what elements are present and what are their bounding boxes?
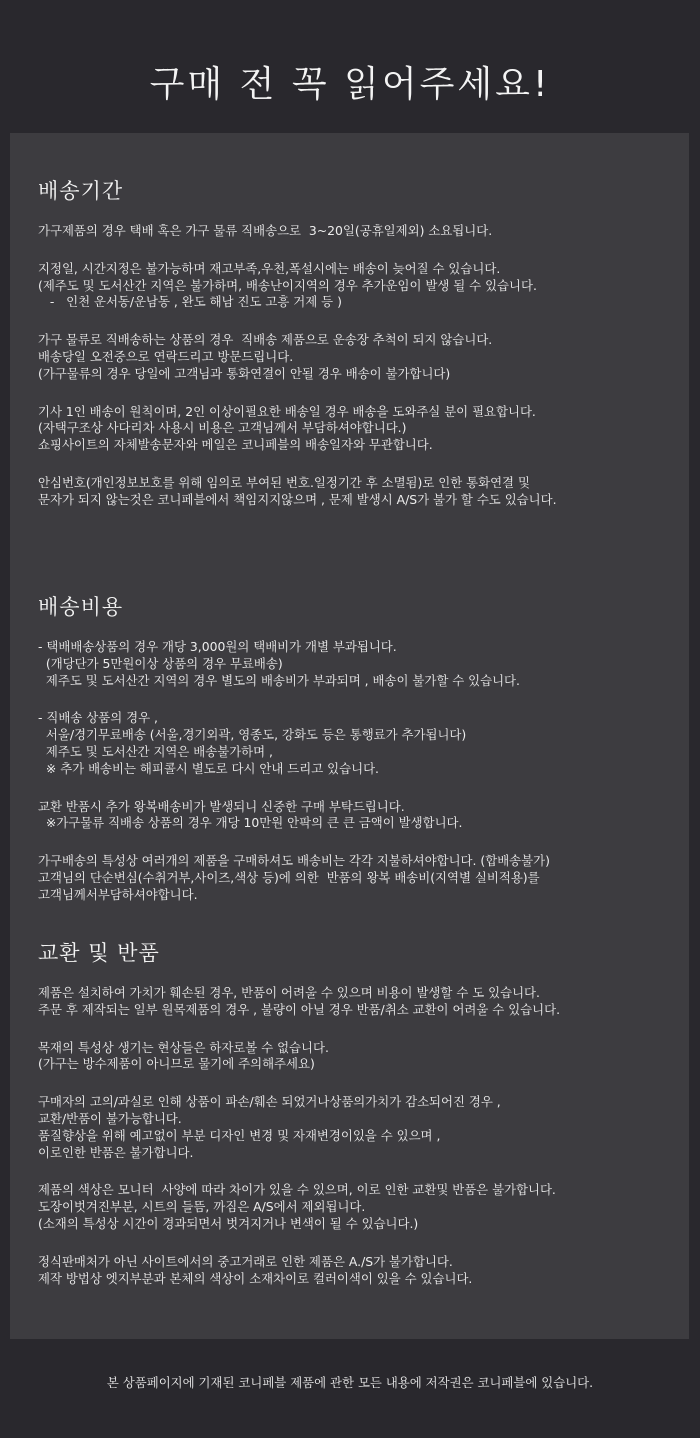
text-line: 제품의 색상은 모니터 사양에 따라 차이가 있을 수 있으며, 이로 인한 교환및 반품은 불가합니다.	[38, 1182, 556, 1198]
text-line: 제작 방법상 엣지부분과 본체의 색상이 소재차이로 컬러이색이 있을 수 있습니다.	[38, 1270, 473, 1286]
section-heading: 배송기간	[38, 179, 124, 203]
paragraph	[38, 1094, 678, 1161]
text-line: (개당단가 5만원이상 상품의 경우 무료배송)	[38, 655, 283, 671]
text-line: 고객님께서부담하셔야합니다.	[38, 886, 198, 902]
text-line: - 직배송 상품의 경우 ,	[38, 710, 158, 726]
text-line: 가구제품의 경우 택배 혹은 가구 물류 직배송으로 3~20일(공휴일제외) 소요됩니다.	[38, 223, 493, 238]
paragraph	[38, 261, 678, 311]
section-heading: 배송비용	[38, 595, 124, 619]
text-line: (가구는 방수제품이 아니므로 물기에 주의해주세요)	[38, 1056, 315, 1072]
text-line: 가구배송의 특성상 여러개의 제품을 구매하셔도 배송비는 각각 지불하셔야합니다. (합배송불가)	[38, 853, 550, 869]
text-line: 안심번호(개인정보보호를 위해 임의로 부여된 번호.일정기간 후 소멸됨)로 인한 통화연결 및	[38, 474, 530, 490]
text-line: 주문 후 제작되는 일부 원목제품의 경우 , 불량이 아닐 경우 반품/취소 교환이 어려울 수 있습니다.	[38, 1001, 561, 1017]
text-line: 도장이벗겨진부분, 시트의 들뜸, 까짐은 A/S에서 제외됩니다.	[38, 1199, 366, 1215]
text-line: 배송당일 오전중으로 연락드리고 방문드립니다.	[38, 348, 294, 364]
copyright-notice: 본 상품페이지에 기재된 코니페블 제품에 관한 모든 내용에 저작권은 코니페블에 있습니다.	[106, 1375, 594, 1390]
text-line: 정식판매처가 아닌 사이트에서의 중고거래로 인한 제품은 A./S가 불가합니다.	[38, 1253, 453, 1269]
text-line: - 택배배송상품의 경우 개당 3,000원의 택배비가 개별 부과됩니다.	[38, 639, 397, 654]
notice-panel	[10, 133, 689, 1339]
text-line: 서울/경기무료배송 (서울,경기외곽, 영종도, 강화도 등은 통행료가 추가됩니다)	[38, 727, 467, 743]
paragraph	[38, 332, 678, 382]
text-line: 제주도 및 도서산간 지역의 경우 별도의 배송비가 부과되며 , 배송이 불가할 수 있습니다.	[38, 672, 520, 688]
paragraph	[38, 475, 678, 509]
paragraph	[38, 799, 678, 833]
text-line: (가구물류의 경우 당일에 고객님과 통화연결이 안될 경우 배송이 불가합니다)	[38, 365, 451, 381]
text-line: 가구 물류로 직배송하는 상품의 경우 직배송 제품으로 운송장 추척이 되지 않습니다.	[38, 332, 493, 348]
text-line: 교환/반품이 불가능합니다.	[38, 1110, 182, 1126]
section-heading: 교환 및 반품	[38, 941, 160, 965]
text-line: ※가구물류 직배송 상품의 경우 개당 10만원 안팍의 큰 큰 금액이 발생합니다.	[38, 815, 463, 831]
paragraph	[38, 1040, 678, 1074]
text-line: 문자가 되지 않는것은 코니페블에서 책임지지않으며 , 문제 발생시 A/S가 불가 할 수도 있습니다.	[38, 491, 557, 507]
text-line: 쇼핑사이트의 자체발송문자와 메일은 코니페블의 배송일자와 무관합니다.	[38, 437, 433, 453]
text-line: 제주도 및 도서산간 지역은 배송불가하며 ,	[38, 743, 273, 759]
text-line: 고객님의 단순변심(수취거부,사이즈,색상 등)에 의한 반품의 왕복 배송비(지역별 실비적용)를	[38, 869, 540, 885]
section-delivery-period	[38, 175, 678, 530]
text-line: 기사 1인 배송이 원칙이며, 2인 이상이필요한 배송일 경우 배송을 도와주실 분이 필요합니다.	[38, 403, 536, 419]
text-line: (자택구조상 사다리차 사용시 비용은 고객님께서 부담하셔야합니다.)	[38, 420, 407, 436]
text-line: 교환 반품시 추가 왕복배송비가 발생되니 신중한 구매 부탁드립니다.	[38, 798, 405, 814]
text-line: 구매자의 고의/과실로 인해 상품이 파손/훼손 되었거나상품의가치가 감소되어진 경우 ,	[38, 1094, 501, 1110]
text-line: (소재의 특성상 시간이 경과되면서 벗겨지거나 변색이 될 수 있습니다.)	[38, 1215, 419, 1231]
text-line: (제주도 및 도서산간 지역은 불가하며, 배송난이지역의 경우 추가운임이 발생 될 수 있습니다.	[38, 277, 537, 293]
text-line: 이로인한 반품은 불가합니다.	[38, 1144, 194, 1160]
paragraph	[38, 639, 678, 689]
text-line: - 인천 운서동/운남동 , 완도 해남 진도 고흥 거제 등 )	[38, 294, 342, 310]
paragraph	[38, 1254, 678, 1288]
paragraph	[38, 853, 678, 903]
section-exchange-return	[38, 937, 678, 1308]
text-line: 품질향상을 위해 예고없이 부분 디자인 변경 및 자재변경이있을 수 있으며 ,	[38, 1127, 441, 1143]
paragraph	[38, 404, 678, 454]
paragraph	[38, 1182, 678, 1232]
paragraph	[38, 710, 678, 777]
text-line: 목재의 특성상 생기는 현상들은 하자로볼 수 없습니다.	[38, 1039, 329, 1055]
text-line: 제품은 설치하여 가치가 훼손된 경우, 반품이 어려울 수 있으며 비용이 발생할 수 도 있습니다.	[38, 985, 540, 1000]
section-delivery-cost	[38, 591, 678, 925]
text-line: 지정일, 시간지정은 불가능하며 재고부족,우천,폭설시에는 배송이 늦어질 수 있습니다.	[38, 260, 501, 276]
text-line: ※ 추가 배송비는 해피콜시 별도로 다시 안내 드리고 있습니다.	[38, 760, 379, 776]
paragraph	[38, 223, 678, 240]
page-title: 구매 전 꼭 읽어주세요!	[149, 64, 551, 105]
paragraph	[38, 985, 678, 1019]
